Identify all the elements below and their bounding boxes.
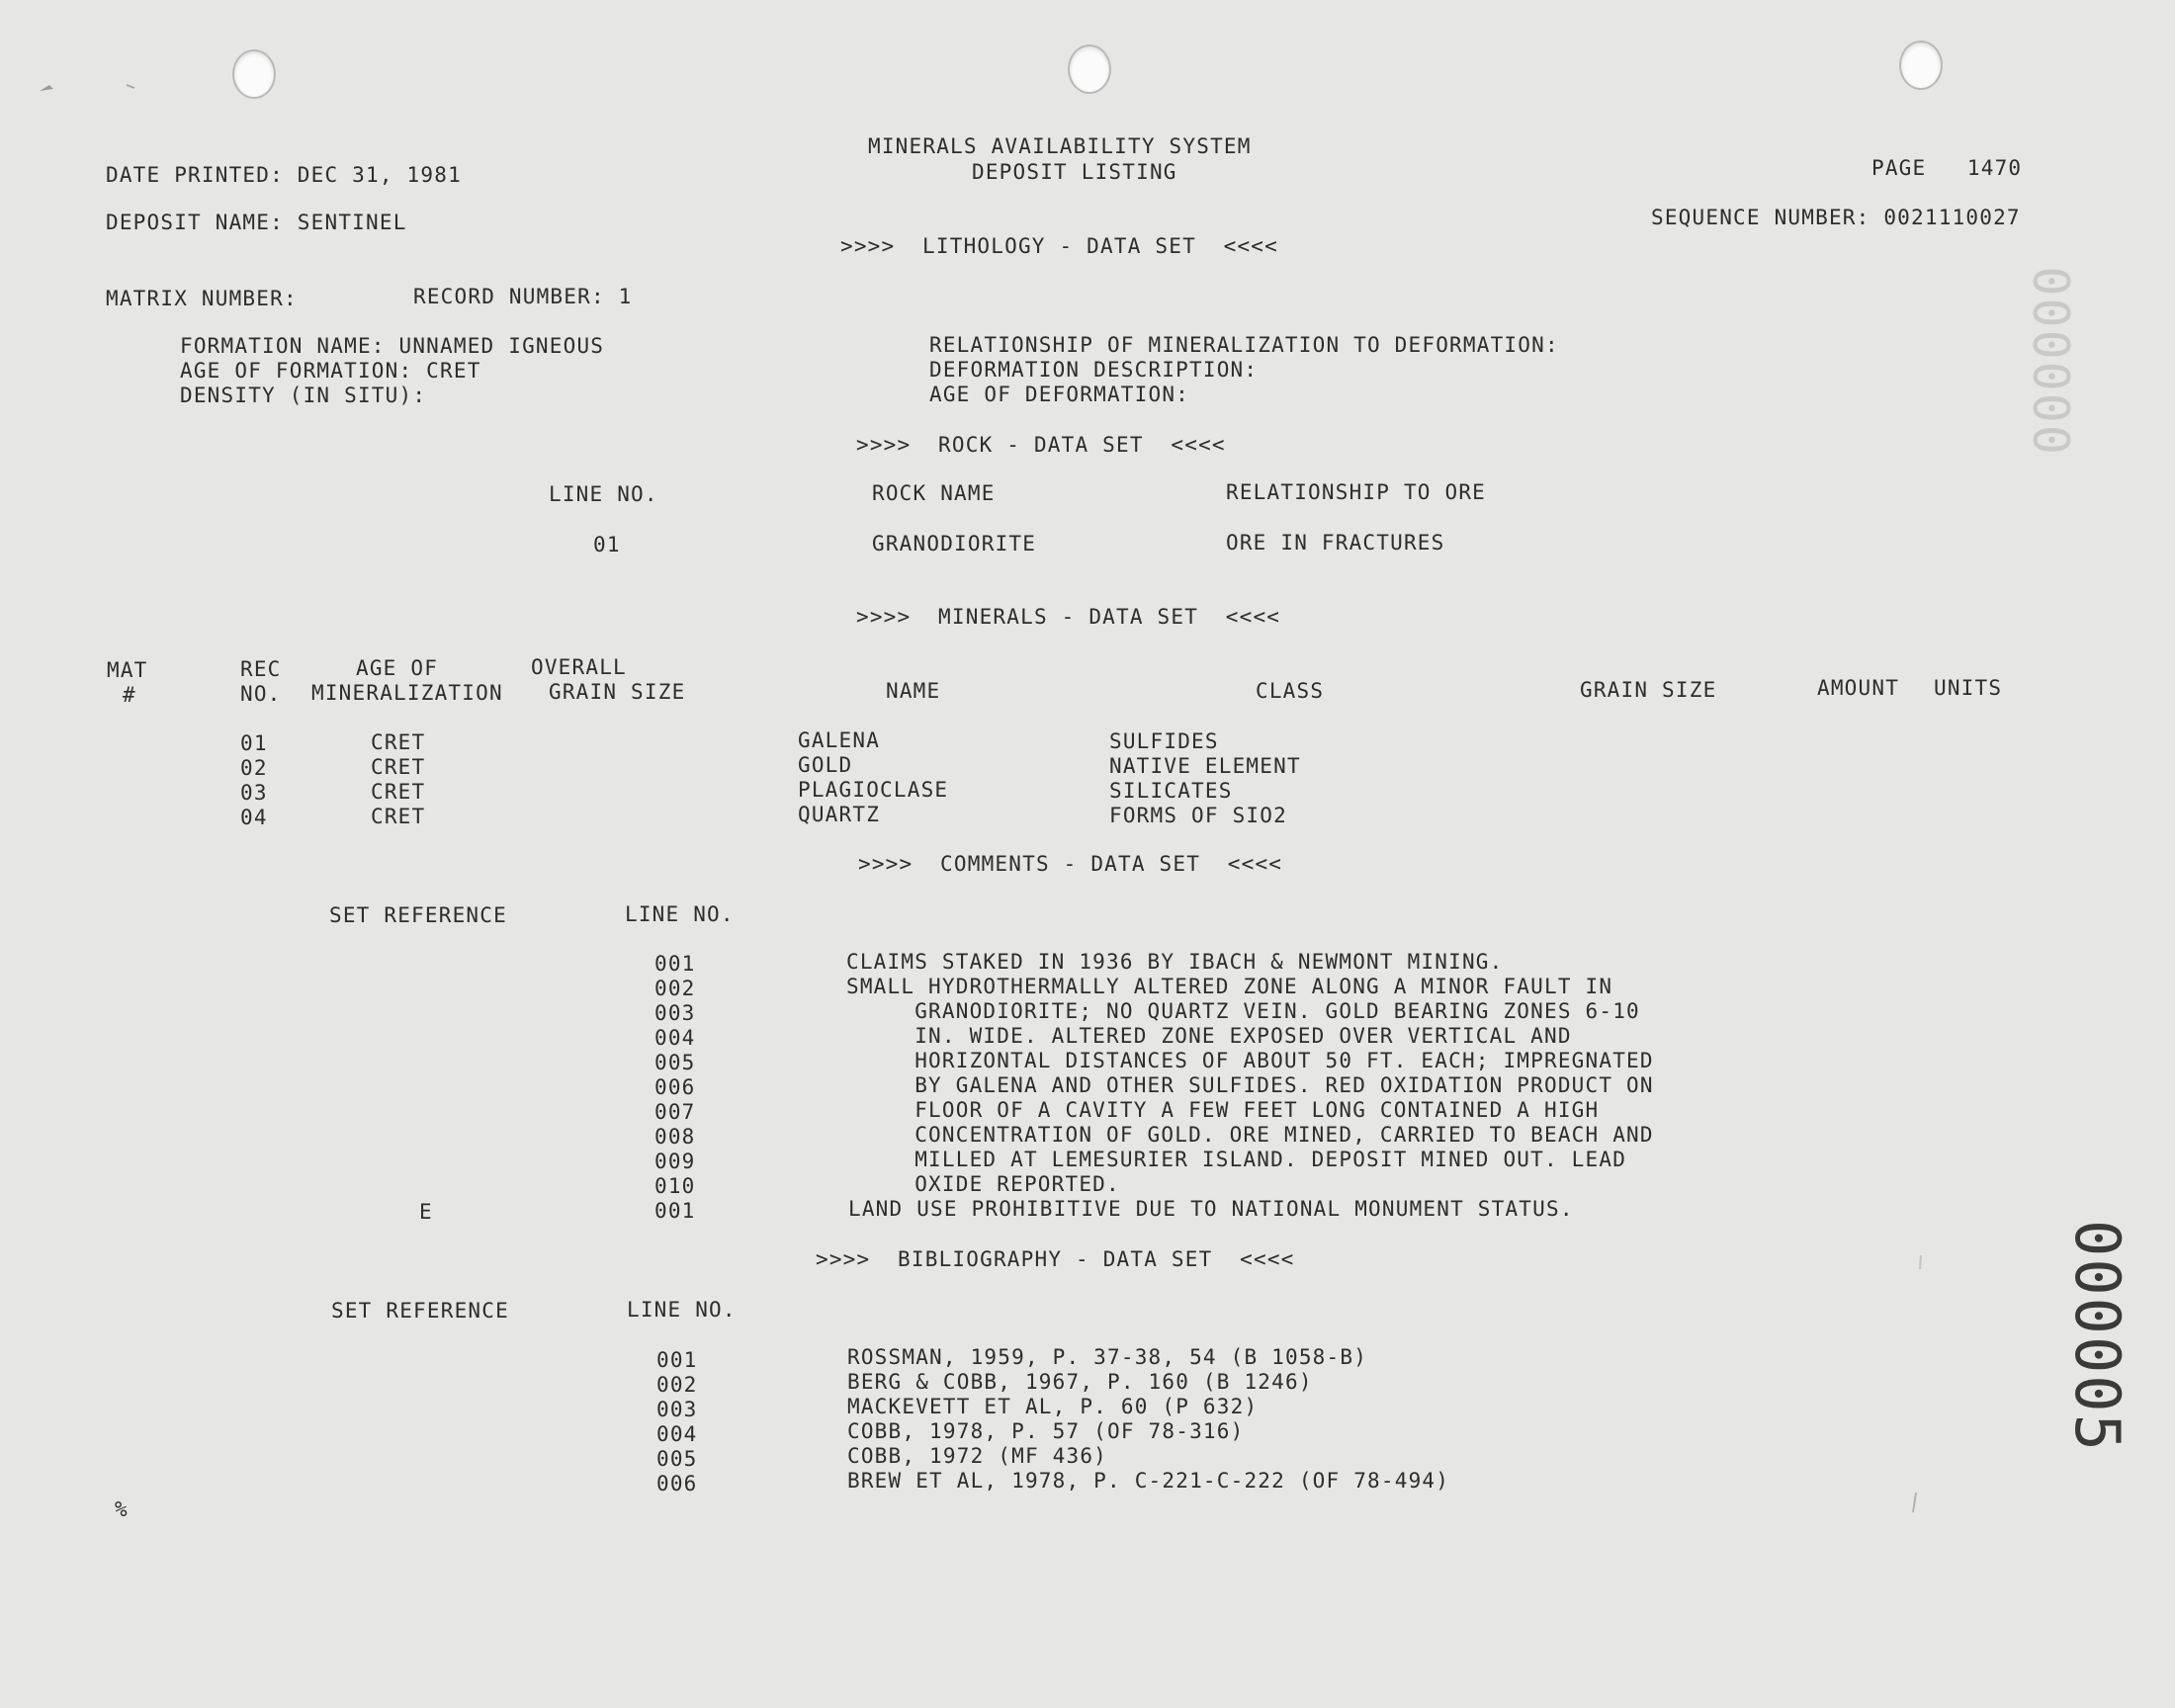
bibliography-heading: >>>> BIBLIOGRAPHY - DATA SET <<<< — [816, 1247, 1295, 1271]
comment-text-7: FLOOR OF A CAVITY A FEW FEET LONG CONTAINED A HIGH — [846, 1098, 1600, 1122]
minerals-col-rec-no: NO. — [240, 682, 282, 706]
comments-col-set-reference: SET REFERENCE — [329, 903, 507, 927]
comment-text-10: OXIDE REPORTED. — [846, 1172, 1120, 1196]
minerals-col-rec: REC — [240, 657, 282, 681]
age-of-deformation: AGE OF DEFORMATION: — [929, 383, 1190, 406]
comment-line-4: 004 — [654, 1026, 696, 1050]
mineral-row-1-name: GALENA — [798, 728, 881, 752]
comment-line-1: 001 — [654, 952, 696, 976]
mineral-row-3-class: SILICATES — [1109, 779, 1233, 803]
mineralization-relationship: RELATIONSHIP OF MINERALIZATION TO DEFORMATION: — [929, 333, 1559, 357]
comment-line-6: 006 — [654, 1075, 696, 1099]
date-printed: DATE PRINTED: DEC 31, 1981 — [106, 163, 462, 187]
biblio-text-2: BERG & COBB, 1967, P. 160 (B 1246) — [847, 1370, 1313, 1394]
formation-name: FORMATION NAME: UNNAMED IGNEOUS — [180, 334, 605, 358]
minerals-col-age-of: AGE OF — [356, 656, 439, 680]
rock-col-relationship: RELATIONSHIP TO ORE — [1226, 480, 1487, 504]
comment-text-4: IN. WIDE. ALTERED ZONE EXPOSED OVER VERTICAL AND — [846, 1024, 1572, 1048]
comment-line-10: 010 — [654, 1174, 696, 1198]
mineral-row-4-name: QUARTZ — [798, 803, 881, 826]
comment-line-8: 008 — [654, 1125, 696, 1149]
listing-title: DEPOSIT LISTING — [972, 160, 1177, 184]
comments-heading: >>>> COMMENTS - DATA SET <<<< — [858, 852, 1283, 876]
biblio-text-6: BREW ET AL, 1978, P. C-221-C-222 (OF 78-494) — [847, 1469, 1450, 1493]
rock-col-line-no: LINE NO. — [549, 482, 658, 506]
comment-text-5: HORIZONTAL DISTANCES OF ABOUT 50 FT. EACH; IMPREGNATED — [846, 1049, 1654, 1072]
mineral-row-1-class: SULFIDES — [1109, 729, 1219, 753]
comment-text-2: SMALL HYDROTHERMALLY ALTERED ZONE ALONG A MINOR FAULT IN — [846, 975, 1613, 998]
biblio-line-4: 004 — [656, 1422, 698, 1446]
matrix-number: MATRIX NUMBER: — [106, 287, 298, 310]
biblio-line-6: 006 — [656, 1472, 698, 1495]
punch-hole-center — [1068, 44, 1111, 94]
rock-col-rock-name: ROCK NAME — [872, 481, 996, 505]
deformation-description: DEFORMATION DESCRIPTION: — [929, 358, 1259, 382]
minerals-col-mat: MAT — [107, 658, 148, 682]
comment-text-11: LAND USE PROHIBITIVE DUE TO NATIONAL MONUMENT STATUS. — [848, 1197, 1574, 1221]
comment-line-11: 001 — [654, 1199, 696, 1223]
minerals-col-name: NAME — [886, 679, 941, 703]
comment-line-2: 002 — [654, 977, 696, 1000]
biblio-line-5: 005 — [656, 1447, 698, 1471]
minerals-col-overall-grain-size: GRAIN SIZE — [549, 680, 686, 704]
comment-text-3: GRANODIORITE; NO QUARTZ VEIN. GOLD BEARING ZONES 6-10 — [846, 999, 1640, 1023]
minerals-col-mat-hash: # — [123, 683, 136, 707]
biblio-line-2: 002 — [656, 1373, 698, 1397]
minerals-col-units: UNITS — [1934, 676, 2003, 700]
minerals-col-class: CLASS — [1256, 679, 1325, 703]
mineral-row-1-age: CRET — [371, 730, 426, 754]
mineral-row-2-age: CRET — [371, 755, 426, 779]
mineral-row-4-class: FORMS OF SIO2 — [1109, 804, 1287, 827]
comment-text-1: CLAIMS STAKED IN 1936 BY IBACH & NEWMONT MINING. — [846, 950, 1504, 974]
record-number: RECORD NUMBER: 1 — [413, 285, 633, 308]
biblio-text-4: COBB, 1978, P. 57 (OF 78-316) — [847, 1419, 1245, 1443]
comment-text-8: CONCENTRATION OF GOLD. ORE MINED, CARRIED TO BEACH AND — [846, 1123, 1654, 1147]
biblio-text-5: COBB, 1972 (MF 436) — [847, 1444, 1108, 1468]
age-of-formation: AGE OF FORMATION: CRET — [180, 359, 481, 383]
mineral-row-4-age: CRET — [371, 805, 426, 828]
deposit-name: DEPOSIT NAME: SENTINEL — [106, 211, 407, 234]
minerals-col-amount: AMOUNT — [1817, 676, 1900, 700]
minerals-col-grain-size: GRAIN SIZE — [1580, 678, 1717, 702]
comment-line-5: 005 — [654, 1051, 696, 1074]
mineral-row-4-rec: 04 — [240, 806, 268, 829]
mineral-row-1-rec: 01 — [240, 731, 268, 755]
density-in-situ: DENSITY (IN SITU): — [180, 384, 427, 407]
mineral-row-3-name: PLAGIOCLASE — [798, 778, 949, 802]
mineral-row-3-age: CRET — [371, 780, 426, 804]
sequence-number: SEQUENCE NUMBER: 0021110027 — [1651, 206, 2021, 229]
biblio-line-3: 003 — [656, 1398, 698, 1421]
minerals-col-overall: OVERALL — [531, 655, 627, 679]
system-title: MINERALS AVAILABILITY SYSTEM — [868, 134, 1252, 158]
mineral-row-3-rec: 03 — [240, 781, 268, 805]
comment-ref-11: E — [419, 1200, 433, 1224]
comment-line-7: 007 — [654, 1100, 696, 1124]
margin-stamp-number: 000005 — [2061, 1220, 2133, 1453]
page-number: PAGE 1470 — [1871, 156, 2023, 180]
mineral-row-2-name: GOLD — [798, 753, 853, 777]
punch-hole-left — [232, 49, 276, 99]
minerals-heading: >>>> MINERALS - DATA SET <<<< — [856, 605, 1281, 629]
rock-row-line-no: 01 — [593, 533, 621, 556]
biblio-text-1: ROSSMAN, 1959, P. 37-38, 54 (B 1058-B) — [847, 1345, 1368, 1369]
comment-text-9: MILLED AT LEMESURIER ISLAND. DEPOSIT MINED OUT. LEAD — [846, 1148, 1627, 1171]
comment-line-9: 009 — [654, 1150, 696, 1173]
mineral-row-2-class: NATIVE ELEMENT — [1109, 754, 1301, 778]
mineral-row-2-rec: 02 — [240, 756, 268, 780]
biblio-line-1: 001 — [656, 1348, 698, 1372]
minerals-col-mineralization: MINERALIZATION — [311, 681, 503, 705]
bibliography-col-line-no: LINE NO. — [627, 1298, 737, 1322]
punch-hole-right — [1899, 41, 1943, 90]
rock-row-relationship: ORE IN FRACTURES — [1226, 531, 1445, 555]
lithology-heading: >>>> LITHOLOGY - DATA SET <<<< — [840, 234, 1278, 258]
biblio-text-3: MACKEVETT ET AL, P. 60 (P 632) — [847, 1395, 1259, 1418]
comment-text-6: BY GALENA AND OTHER SULFIDES. RED OXIDATION PRODUCT ON — [846, 1073, 1654, 1097]
percent-mark: % — [115, 1497, 129, 1521]
comment-line-3: 003 — [654, 1001, 696, 1025]
bibliography-col-set-reference: SET REFERENCE — [331, 1299, 509, 1323]
faint-stamp-number: 000000 — [2025, 264, 2082, 455]
rock-row-rock-name: GRANODIORITE — [872, 532, 1037, 555]
rock-heading: >>>> ROCK - DATA SET <<<< — [856, 433, 1226, 457]
comments-col-line-no: LINE NO. — [625, 902, 735, 926]
